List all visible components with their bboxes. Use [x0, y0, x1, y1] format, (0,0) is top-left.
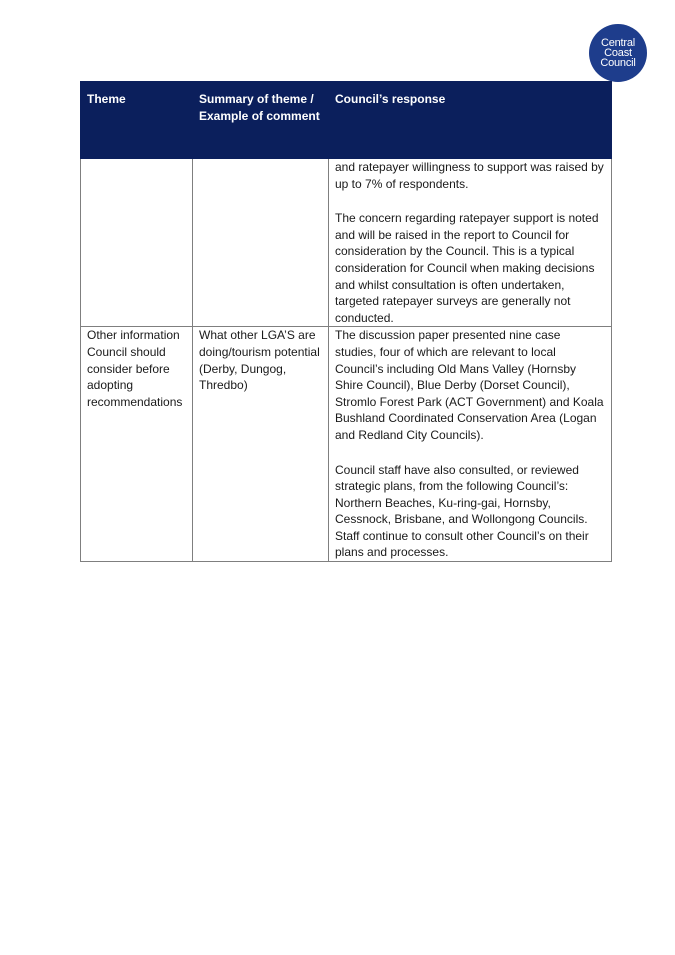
cell-response — [329, 159, 612, 327]
cell-summary: What other LGA’S are doing/tourism potential (Derby, Dungog, Thredbo) — [193, 327, 329, 562]
table-row — [81, 327, 612, 562]
consultation-themes-table — [80, 81, 612, 562]
table-row — [81, 159, 612, 327]
logo-line-central: Central — [600, 37, 636, 49]
table-header-row — [81, 82, 612, 159]
response-paragraph: The discussion paper presented nine case studies, four of which are relevant to local Council’s including Old Mans Valley (Hornsby Shire Council), Blue Derby (Dorset Council), Stromlo Forest Park (ACT Government) and Koala Bushland Coordinated Conservation Area (Logan and Redland City Councils). — [335, 328, 604, 442]
cell-response — [329, 327, 612, 562]
council-logo — [589, 24, 647, 82]
response-paragraph: The concern regarding ratepayer support is noted and will be raised in the report to Council for consideration by the Council. This is a typical consideration for Council when making decisions and whilst consultation is often undertaken, targeted ratepayer surveys are generally not conducted. — [335, 211, 599, 325]
header-summary: Summary of theme / Example of comment — [193, 82, 329, 159]
header-theme: Theme — [81, 82, 193, 159]
response-paragraph: and ratepayer willingness to support was raised by up to 7% of respondents. — [335, 160, 604, 191]
logo-line-coast: Coast — [604, 47, 632, 59]
cell-theme: Other information Council should consider before adopting recommendations — [81, 327, 193, 562]
logo-line-council: Council — [600, 57, 636, 69]
cell-theme — [81, 159, 193, 327]
cell-summary — [193, 159, 329, 327]
header-response: Council’s response — [329, 82, 612, 159]
response-paragraph: Council staff have also consulted, or reviewed strategic plans, from the following Council’s: Northern Beaches, Ku-ring-gai, Hornsby, Cessnock, Brisbane, and Wollongong Councils. Staff continue to consult other Council’s on their plans and processes. — [335, 462, 589, 560]
